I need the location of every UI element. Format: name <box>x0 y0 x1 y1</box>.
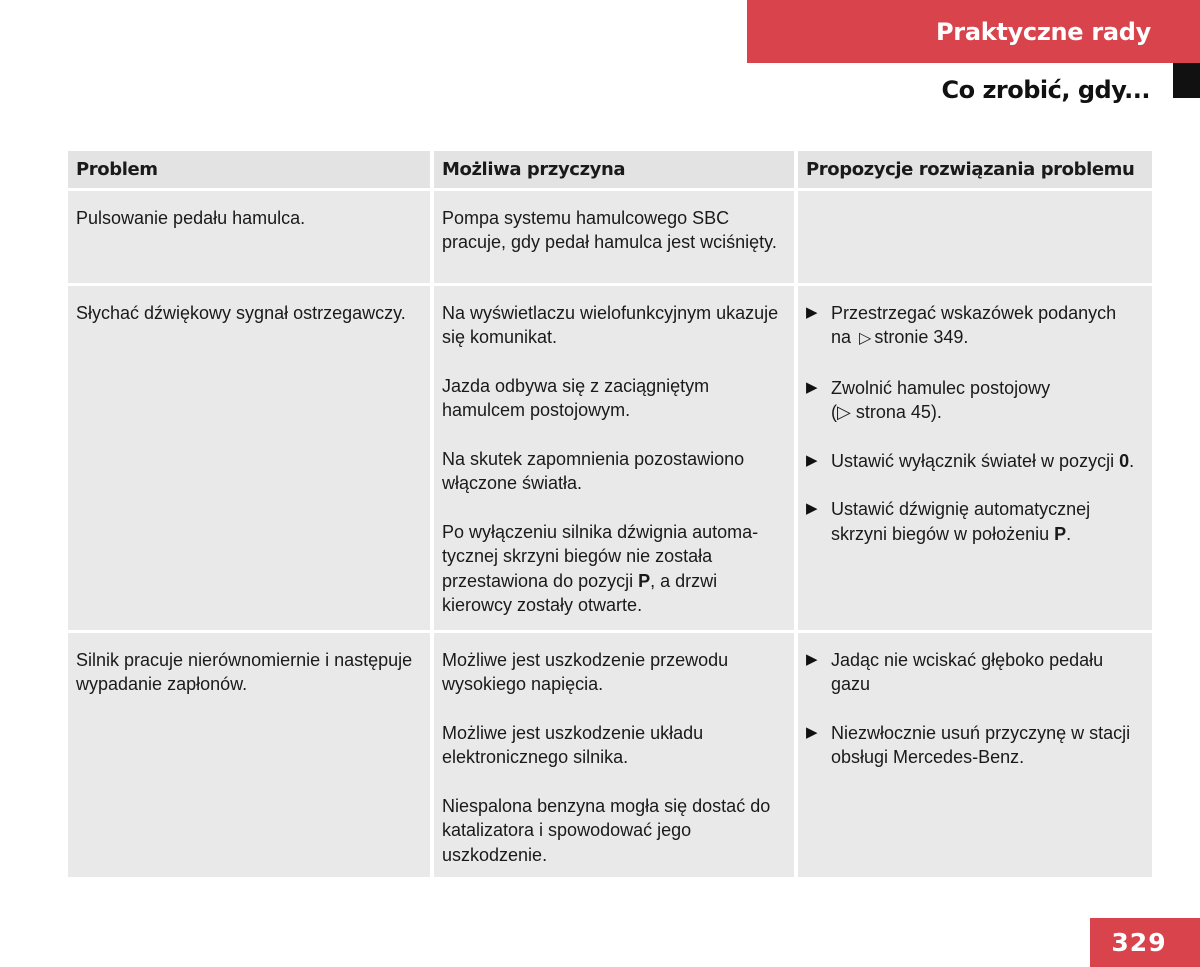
column-header-problem: Problem <box>68 151 432 189</box>
problem-text: Słychać dźwiękowy sygnał ostrzegawczy. <box>76 302 406 323</box>
page-reference-icon: ▷ <box>859 330 872 347</box>
problem-cell <box>68 631 432 879</box>
cause-text: Na skutek zapomnienia pozostawiono włączone światła. <box>442 448 745 493</box>
text-fragment: Zwolnić hamulec postojowy <box>831 377 1051 398</box>
text-fragment: strona 45). <box>850 402 942 422</box>
cause-text: Jazda odbywa się z zaciągniętym hamulcem postojowym. <box>442 375 710 420</box>
bullet-arrow-icon: ▶ <box>806 723 818 741</box>
action-text: Niezwłocznie usuń przyczynę w stacji obsługi Mercedes-Benz. <box>831 722 1131 767</box>
section-title: Praktyczne rady <box>936 17 1151 46</box>
table-row <box>68 284 1152 631</box>
text-fragment: Ustawić wyłącznik świateł w pozycji <box>831 450 1120 471</box>
text-fragment: . <box>1129 450 1135 471</box>
gear-position-label: P <box>1054 523 1067 544</box>
action-text: Jadąc nie wciskać głęboko pedału gazu <box>831 649 1104 694</box>
text-fragment: Po wyłączeniu silnika dźwignia automa- <box>442 521 759 542</box>
problem-text: Pulsowanie pedału hamulca. <box>76 207 306 228</box>
text-fragment: skrzyni biegów w położeniu <box>831 523 1055 544</box>
text-fragment: tycznej skrzyni biegów nie została <box>442 546 713 566</box>
thumb-index-tab <box>1173 63 1200 98</box>
cause-text: Możliwe jest uszkodzenie układu elektronicznego silnika. <box>442 722 704 767</box>
action-item <box>806 301 1146 352</box>
switch-position-label: 0 <box>1119 450 1130 471</box>
cause-cell <box>432 284 796 631</box>
bullet-arrow-icon: ▶ <box>806 303 818 321</box>
text-fragment: Ustawić dźwignię automatycznej <box>831 499 1091 519</box>
solution-cell <box>796 189 1152 284</box>
problem-cell <box>68 284 432 631</box>
problem-cell <box>68 189 432 284</box>
solution-cell <box>796 284 1152 631</box>
cause-cell <box>432 631 796 879</box>
action-item <box>806 648 1146 697</box>
text-fragment: stronie 349. <box>874 327 969 347</box>
cause-text: Pompa systemu hamulcowego SBC pracuje, gdy pedał hamulca jest wciśnięty. <box>442 207 777 252</box>
bullet-arrow-icon: ▶ <box>806 378 818 396</box>
solution-cell <box>796 631 1152 879</box>
text-fragment: . <box>1066 523 1072 544</box>
table-header-row <box>68 151 1152 189</box>
page-number: 329 <box>1090 918 1200 967</box>
cause-text <box>442 520 788 618</box>
text-fragment: ( <box>831 402 837 422</box>
section-header <box>747 0 1200 63</box>
text-fragment: Przestrzegać wskazówek podanych <box>831 302 1117 323</box>
bullet-arrow-icon: ▶ <box>806 451 818 469</box>
text-fragment: przestawiona do pozycji <box>442 570 639 591</box>
action-item <box>806 721 1146 770</box>
problem-text: Silnik pracuje nierównomiernie i następuje wypadanie zapłonów. <box>76 649 413 694</box>
cause-text: Na wyświetlaczu wielofunkcyjnym ukazuje się komunikat. <box>442 302 779 347</box>
table-row <box>68 189 1152 284</box>
text-fragment: kierowcy zostały otwarte. <box>442 595 643 615</box>
cause-text: Niespalona benzyna mogła się dostać do katalizatora i spowodować jego uszkodzenie. <box>442 795 771 865</box>
gear-position-label: P <box>638 570 651 591</box>
page-reference-icon: ▷ <box>837 402 851 422</box>
action-item <box>806 376 1146 425</box>
bullet-arrow-icon: ▶ <box>806 500 818 517</box>
cause-cell <box>432 189 796 284</box>
action-item <box>806 449 1146 474</box>
column-header-cause: Możliwa przyczyna <box>432 151 796 189</box>
cause-text: Możliwe jest uszkodzenie przewodu wysokiego napięcia. <box>442 649 729 694</box>
text-fragment: , a drzwi <box>650 570 718 591</box>
column-header-solution: Propozycje rozwiązania problemu <box>796 151 1152 189</box>
bullet-arrow-icon: ▶ <box>806 650 818 668</box>
table-row <box>68 631 1152 879</box>
text-fragment: na <box>831 327 852 347</box>
action-item <box>806 497 1146 546</box>
subsection-title: Co zrobić, gdy... <box>941 76 1150 104</box>
troubleshooting-table <box>68 151 1152 880</box>
